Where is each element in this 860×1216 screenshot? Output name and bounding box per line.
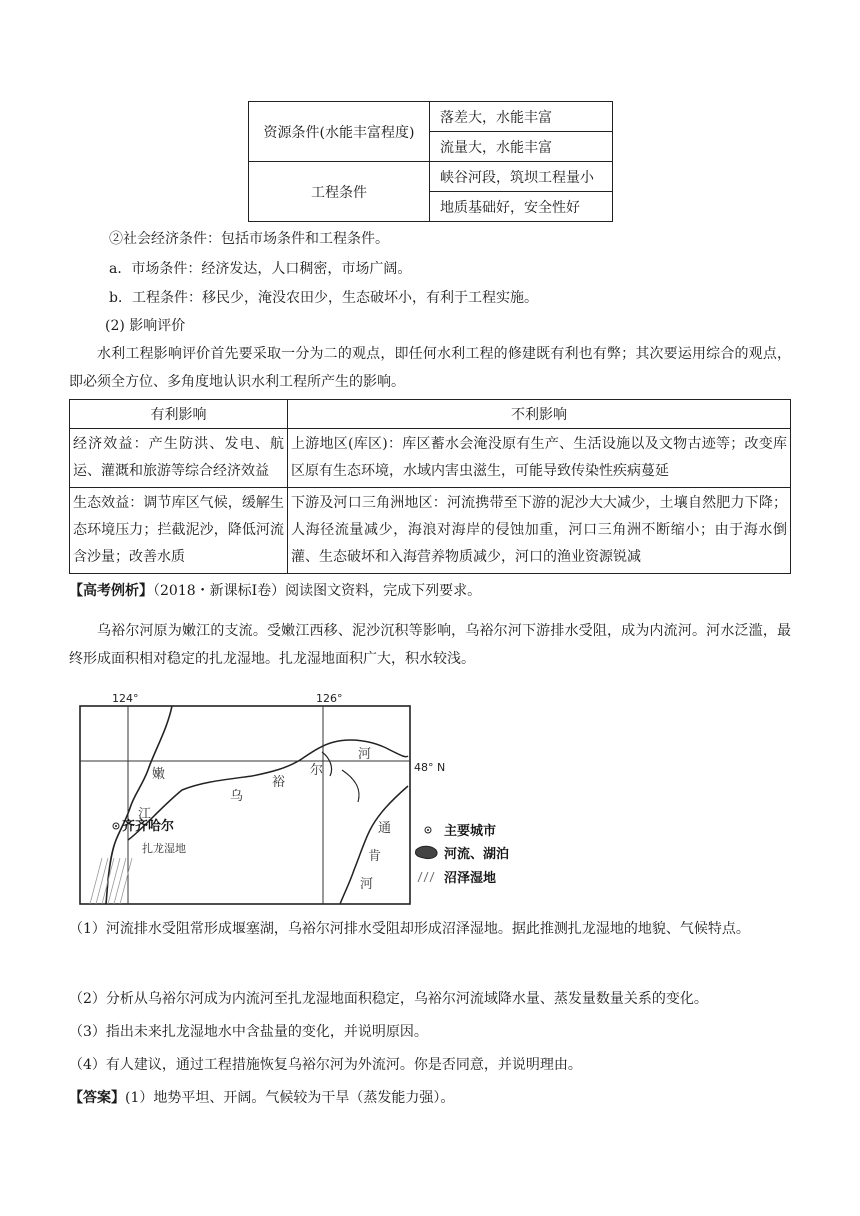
zhalong-map	[72, 690, 572, 910]
question-1: （1）河流排水受阻常形成堰塞湖，乌裕尔河排水受阻却形成沼泽湿地。据此推测扎龙湿地的地貌、气候特点。	[69, 921, 750, 937]
table-cell: 峡谷河段，筑坝工程量小	[430, 162, 613, 192]
impact-paragraph: 水利工程影响评价首先要采取一分为二的观点，即任何水利工程的修建既有利也有弊；其次要运用综合的观点，即必须全方位、多角度地认识水利工程所产生的影响。	[69, 346, 791, 390]
impact-heading: (2) 影响评价	[105, 318, 186, 334]
table-cell: 地质基础好，安全性好	[430, 192, 613, 222]
table-cell: 下游及河口三角洲地区：河流携带至下游的泥沙大大减少，土壤自然肥力下降；人海径流量减少，海浪对海岸的侵蚀加重，河口三角洲不断缩小；由于海水倒灌、生态破坏和入海营养物质减少，河口的渔业资源锐减	[288, 488, 791, 574]
question-2: （2）分析从乌裕尔河成为内流河至扎龙湿地面积稳定，乌裕尔河流域降水量、蒸发量数量关系的变化。	[69, 991, 708, 1007]
lon-label-126: 126°	[316, 692, 343, 705]
engineering-condition-line: b．工程条件：移民少，淹没农田少，生态破坏小，有利于工程实施。	[109, 290, 538, 306]
resource-condition-label: 资源条件(水能丰富程度)	[249, 102, 430, 162]
tong-label: 通	[378, 821, 392, 836]
ken-label: 肯	[368, 849, 382, 864]
exam-example-line	[69, 577, 791, 605]
header-bad: 不利影响	[288, 400, 791, 429]
jiang-label: 江	[138, 807, 152, 822]
hydropower-conditions-table	[248, 101, 613, 222]
answer-text: (1）地势平坦、开阔。气候较为干旱（蒸发能力强）。	[125, 1090, 455, 1106]
answer-tag: 【答案】	[69, 1090, 125, 1106]
table-cell: 经济效益：产生防洪、发电、航运、灌溉和旅游等综合经济效益	[70, 429, 288, 488]
wu-label: 乌	[230, 789, 244, 804]
lon-label-124: 124°	[112, 692, 139, 705]
legend-river: 河流、湖泊	[444, 847, 510, 862]
table-cell: 上游地区(库区)：库区蓄水会淹没原有生产、生活设施以及文物古迹等；改变库区原有生态环境，水域内害虫滋生，可能导致传染性疾病蔓延	[288, 429, 791, 488]
market-condition-line: a．市场条件：经济发达，人口稠密，市场广阔。	[109, 261, 412, 277]
impact-table	[69, 399, 791, 574]
river-legend-icon	[415, 846, 437, 858]
er-label: 尔	[310, 763, 324, 778]
question-3: （3）指出未来扎龙湿地水中含盐量的变化，并说明原因。	[69, 1024, 428, 1040]
table-cell: 落差大，水能丰富	[430, 102, 613, 132]
legend-marsh: 沼泽湿地	[444, 871, 497, 886]
exam-tag: 【高考例析】	[69, 583, 153, 599]
wetland-label: 扎龙湿地	[142, 842, 186, 855]
yu-label: 裕	[272, 775, 286, 790]
nen-label: 嫩	[152, 767, 166, 782]
city-label: 齐齐哈尔	[122, 819, 175, 834]
legend-city: 主要城市	[444, 824, 497, 839]
lat-label-48: 48° N	[414, 761, 446, 774]
engineering-condition-label: 工程条件	[249, 162, 430, 222]
marsh-legend-icon	[418, 872, 434, 882]
he-label: 河	[358, 747, 372, 762]
table-cell: 生态效益：调节库区气候，缓解生态环境压力；拦截泥沙，降低河流含沙量；改善水质	[70, 488, 288, 574]
exam-paragraph: 乌裕尔河原为嫩江的支流。受嫩江西移、泥沙沉积等影响，乌裕尔河下游排水受阻，成为内流河。河水泛滥，最终形成面积相对稳定的扎龙湿地。扎龙湿地面积广大，积水较浅。	[69, 623, 791, 667]
socio-economic-line: ②社会经济条件：包括市场条件和工程条件。	[109, 231, 389, 247]
table-cell: 流量大，水能丰富	[430, 132, 613, 162]
question-4: （4）有人建议，通过工程措施恢复乌裕尔河为外流河。你是否同意，并说明理由。	[69, 1057, 582, 1073]
exam-source: （2018・新课标Ⅰ卷）阅读图文资料，完成下列要求。	[153, 583, 482, 599]
header-good: 有利影响	[70, 400, 288, 429]
he2-label: 河	[360, 877, 374, 892]
answer-line	[69, 1084, 791, 1112]
